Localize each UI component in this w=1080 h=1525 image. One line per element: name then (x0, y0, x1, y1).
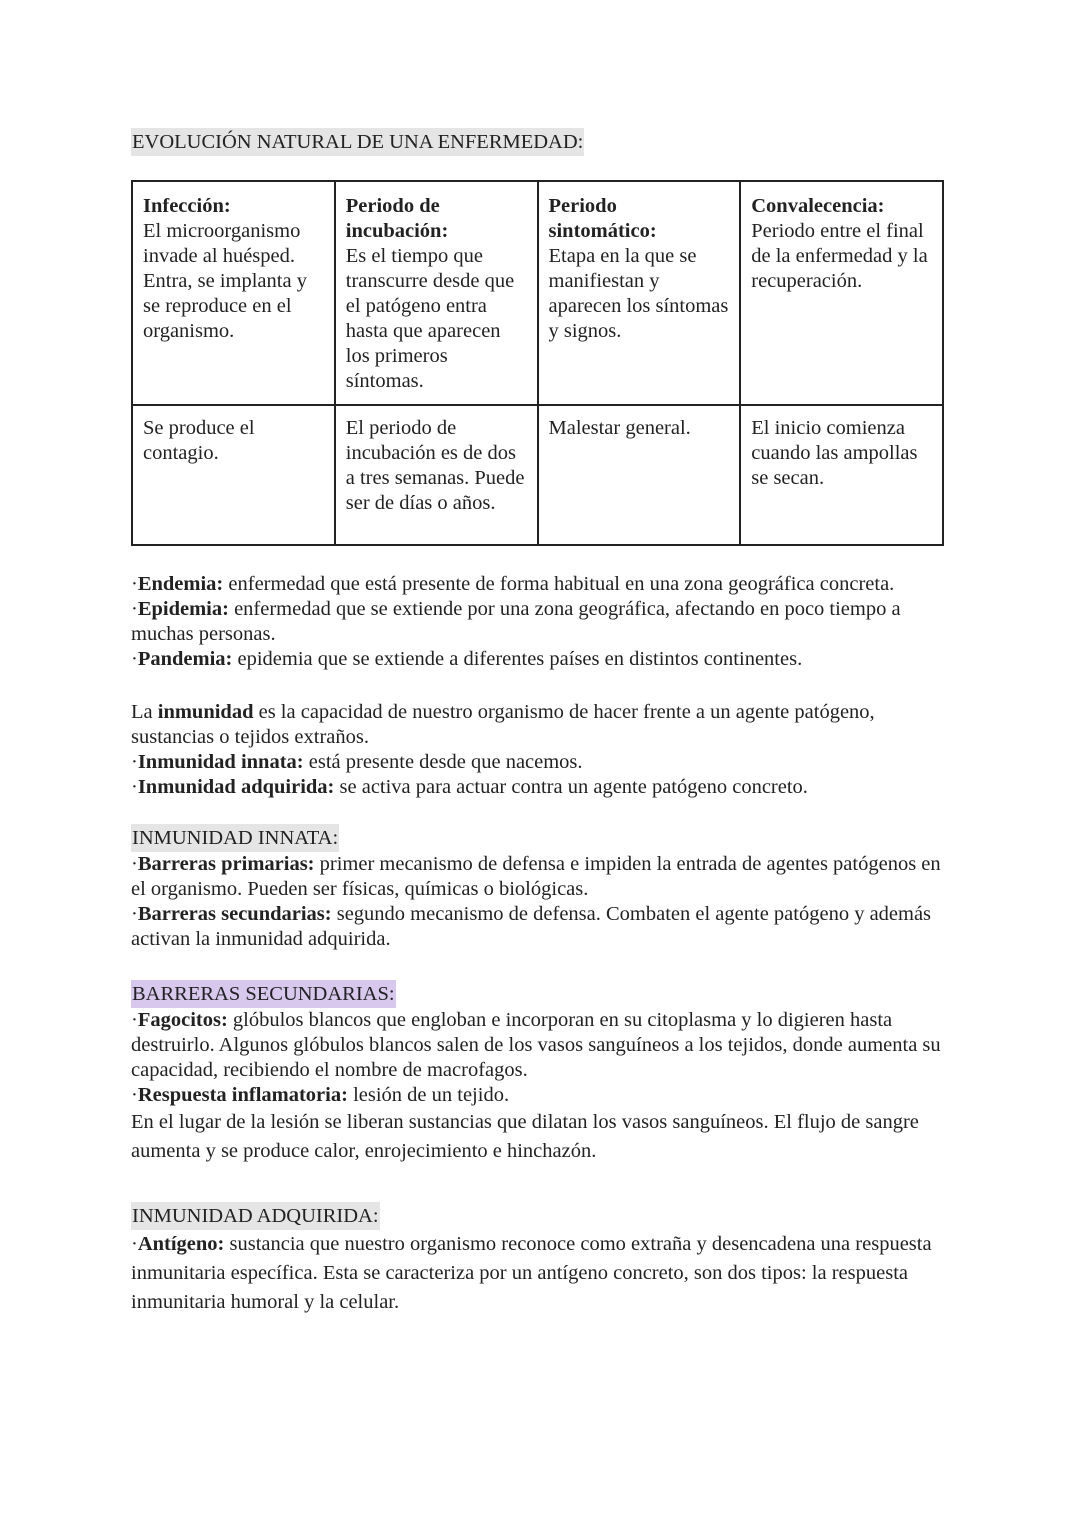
term: Endemia: (137, 573, 224, 595)
table-cell: El inicio comienza cuando las ampollas se secan. (740, 405, 943, 545)
table-cell-sintomatico (538, 181, 741, 405)
bullet: · (131, 1009, 138, 1031)
cell-text: Es el tiempo que transcurre desde que el patógeno entra hasta que aparecen los primeros síntomas. (345, 245, 515, 392)
cell-title: Infección: (143, 195, 231, 217)
item-text: está presente desde que nacemos. (303, 751, 583, 773)
acquired-item (131, 1230, 951, 1317)
item-text: glóbulos blancos que engloban e incorporan en su citoplasma y lo digieren hasta destruirlo. Algunos glóbulos blancos salen de los vasos sanguíneos a los tejidos, donde aumenta su capacidad, recibiendo el nombre de macrofagos. (131, 1009, 941, 1081)
innate-item (131, 902, 951, 952)
page-title: EVOLUCIÓN NATURAL DE UNA ENFERMEDAD: (131, 128, 584, 156)
bullet: · (131, 1084, 138, 1106)
secondary-item (131, 1008, 951, 1083)
definition-text: epidemia que se extiende a diferentes países en distintos continentes. (232, 648, 803, 670)
table-cell-infeccion (132, 181, 335, 405)
term: Fagocitos: (137, 1009, 228, 1031)
bullet: · (131, 903, 138, 925)
item-text: primer mecanismo de defensa e impiden la entrada de agentes patógenos en el organismo. Pueden ser físicas, químicas o biológicas. (131, 853, 941, 900)
acquired-section (131, 1202, 951, 1317)
definition-pandemia (131, 647, 951, 672)
table-row (132, 405, 943, 545)
secondary-barriers-section (131, 980, 951, 1166)
item-text: se activa para actuar contra un agente patógeno concreto. (334, 776, 808, 798)
secondary-item (131, 1083, 951, 1108)
term: Epidemia: (137, 598, 229, 620)
cell-title: Periodo sintomático: (548, 195, 657, 242)
cell-title: Periodo de incubación: (345, 195, 449, 242)
definition-epidemia (131, 597, 951, 647)
bullet: · (131, 598, 138, 620)
item-text: lesión de un tejido. (347, 1084, 510, 1106)
table-cell-convalecencia (740, 181, 943, 405)
table-row (132, 181, 943, 405)
definition-text: enfermedad que se extiende por una zona geográfica, afectando en poco tiempo a muchas personas. (131, 598, 901, 645)
bullet: · (131, 751, 138, 773)
section-heading: INMUNIDAD ADQUIRIDA: (131, 1202, 380, 1230)
immunity-innate-item (131, 750, 951, 775)
term: Barreras primarias: (137, 853, 315, 875)
intro-text: es la capacidad de nuestro organismo de hacer frente a un agente patógeno, sustancias o tejidos extraños. (131, 701, 875, 748)
table-cell: El periodo de incubación es de dos a tres semanas. Puede ser de días o años. (335, 405, 538, 545)
innate-item (131, 852, 951, 902)
disease-evolution-table (131, 180, 944, 546)
immunity-intro (131, 700, 951, 750)
term: Pandemia: (137, 648, 233, 670)
definition-text: enfermedad que está presente de forma habitual en una zona geográfica concreta. (223, 573, 895, 595)
section-heading-highlighted: BARRERAS SECUNDARIAS: (131, 980, 396, 1008)
intro-text: La (131, 701, 158, 723)
term: inmunidad (157, 701, 254, 723)
immunity-acquired-item (131, 775, 951, 800)
cell-text: Periodo entre el final de la enfermedad y la recuperación. (751, 220, 928, 292)
section-heading: INMUNIDAD INNATA: (131, 824, 339, 852)
bullet: · (131, 776, 138, 798)
bullet: · (131, 853, 138, 875)
secondary-paragraph: En el lugar de la lesión se liberan sustancias que dilatan los vasos sanguíneos. El flujo de sangre aumenta y se produce calor, enrojecimiento e hinchazón. (131, 1111, 919, 1162)
bullet: · (131, 648, 138, 670)
definitions-list (131, 572, 951, 672)
term: Inmunidad innata: (137, 751, 304, 773)
cell-text: Etapa en la que se manifiestan y aparecen los síntomas y signos. (548, 245, 729, 342)
bullet: · (131, 1233, 138, 1255)
innate-section (131, 824, 951, 952)
term: Inmunidad adquirida: (137, 776, 335, 798)
term: Barreras secundarias: (137, 903, 332, 925)
table-cell-incubacion (335, 181, 538, 405)
item-text: segundo mecanismo de defensa. Combaten el agente patógeno y además activan la inmunidad adquirida. (131, 903, 932, 950)
table-cell: Se produce el contagio. (132, 405, 335, 545)
bullet: · (131, 573, 138, 595)
table-cell: Malestar general. (538, 405, 741, 545)
document-page (131, 128, 951, 1317)
term: Respuesta inflamatoria: (137, 1084, 348, 1106)
immunity-section (131, 700, 951, 800)
item-text: sustancia que nuestro organismo reconoce como extraña y desencadena una respuesta inmunitaria específica. Esta se caracteriza por un antígeno concreto, son dos tipos: la respuesta inmunitaria humoral y la celular. (131, 1233, 932, 1313)
definition-endemia (131, 572, 951, 597)
term: Antígeno: (137, 1233, 225, 1255)
cell-title: Convalecencia: (751, 195, 885, 217)
cell-text: El microorganismo invade al huésped. Entra, se implanta y se reproduce en el organismo. (143, 220, 307, 342)
